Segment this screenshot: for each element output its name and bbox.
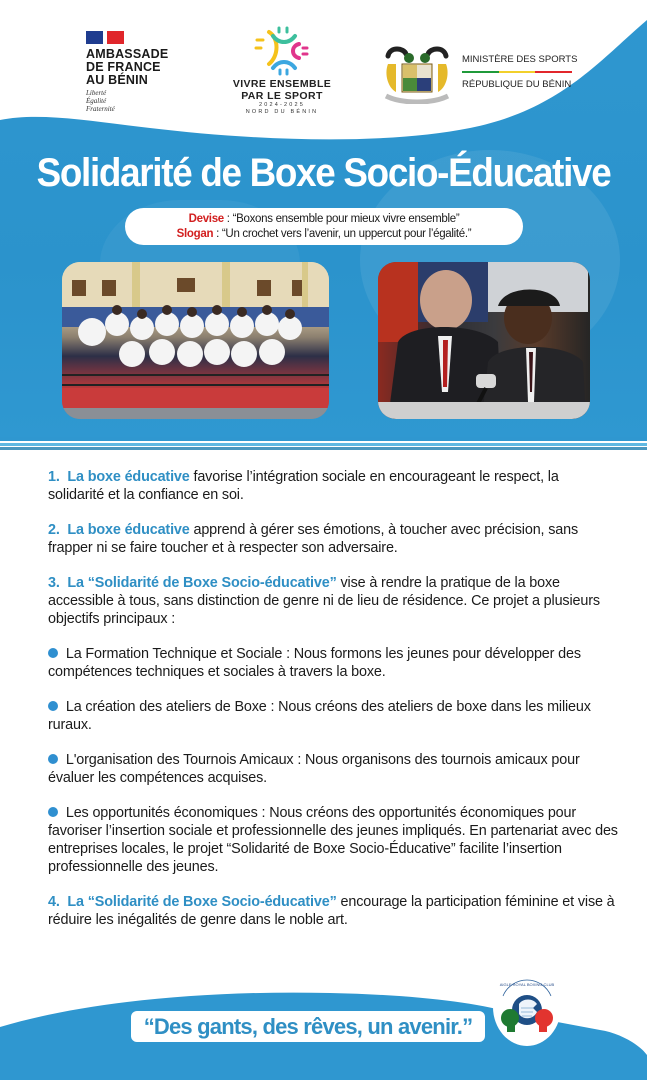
section-divider: [0, 437, 647, 451]
numbered-item: [48, 521, 618, 557]
french-flag-marianne-icon: [86, 31, 124, 44]
bullet-dot-icon: [48, 701, 58, 711]
smiling-faces-icon: [247, 26, 317, 76]
vivre-ensemble-logo: [222, 26, 342, 116]
item-number: 2.: [48, 522, 60, 538]
bullet-item: [48, 698, 618, 734]
page-title: Solidarité de Boxe Socio-Éducative: [36, 151, 611, 195]
youth-boxers-in-ring-photo: [62, 262, 329, 419]
slogan-text: : “Un crochet vers l’avenir, un uppercut pour l’égalité.”: [213, 228, 472, 240]
bullet-item: [48, 804, 618, 876]
item-highlight: La boxe éducative: [67, 522, 190, 538]
svg-text:AIGLE ROYAL BOXING CLUB: AIGLE ROYAL BOXING CLUB: [499, 982, 555, 987]
partner-logos: [0, 0, 647, 140]
france-embassy-logo: [86, 31, 186, 113]
bullet-text: La création des ateliers de Boxe : Nous créons des ateliers de boxe dans les milieux ruraux.: [48, 699, 591, 733]
item-text: vise à rendre la pratique de la boxe accessible à tous, sans distinction de genre ni de lieu de résidence. Ce projet a plusieurs objectifs principaux :: [48, 575, 600, 627]
item-number: 3.: [48, 575, 60, 591]
devise-label: Devise: [188, 213, 224, 225]
benin-coat-of-arms-icon: [382, 44, 452, 104]
photo-illustration: [62, 262, 329, 419]
bullet-text: La Formation Technique et Sociale : Nous formons les jeunes pour développer des compétences techniques et sociales à travers la boxe.: [48, 646, 581, 680]
photo-illustration: [378, 262, 590, 419]
footer-quote: “Des gants, des rêves, un avenir.”: [131, 1011, 485, 1042]
numbered-item: [48, 893, 618, 929]
bullet-text: L'organisation des Tournois Amicaux : Nous organisons des tournois amicaux pour évaluer les compétences acquises.: [48, 752, 580, 786]
devise-text: : “Boxons ensemble pour mieux vivre ensemble”: [223, 213, 460, 225]
bullet-dot-icon: [48, 754, 58, 764]
club-logo: [493, 968, 561, 1046]
bullet-dot-icon: [48, 648, 58, 658]
numbered-item: [48, 574, 618, 628]
vivre-ensemble-years: 2024-2025: [258, 102, 306, 108]
devise-line: [125, 212, 523, 227]
bullet-item: [48, 645, 618, 681]
slogan-line: [125, 227, 523, 242]
vivre-ensemble-region: NORD DU BÉNIN: [245, 109, 319, 115]
item-highlight: La boxe éducative: [67, 469, 190, 485]
vivre-ensemble-title: VIVRE ENSEMBLE PAR LE SPORT: [232, 78, 332, 102]
slogan-label: Slogan: [176, 228, 214, 240]
item-text: encourage la participation féminine et vise à réduire les inégalités de genre dans le noble art.: [48, 894, 615, 928]
bullet-dot-icon: [48, 807, 58, 817]
bullet-text: Les opportunités économiques : Nous créons des opportunités économiques pour favoriser l’insertion sociale et professionnelle des jeunes impliqués. En partenariat avec des entreprises locales, le projet “Solidarité de Boxe Socio-Éducative” facilite l’insertion professionnelle des jeunes.: [48, 805, 618, 875]
bullet-item: [48, 751, 618, 787]
content-body: [48, 468, 618, 946]
item-number: 4.: [48, 894, 60, 910]
benin-flag-stripe: [462, 71, 572, 73]
ministry-of-sports-logo: [382, 44, 582, 104]
ministry-name: MINISTÈRE DES SPORTS: [462, 54, 578, 65]
country-name: RÉPUBLIQUE DU BÉNIN: [462, 79, 572, 90]
ministry-text: [462, 54, 577, 90]
item-highlight: La “Solidarité de Boxe Socio-éducative”: [67, 894, 337, 910]
eagle-boxing-gloves-icon: [493, 968, 561, 1046]
officials-press-conference-photo: [378, 262, 590, 419]
motto-box: [125, 208, 523, 245]
numbered-item: [48, 468, 618, 504]
item-text: apprend à gérer ses émotions, à toucher avec précision, sans frapper ni se faire toucher et à respecter son adversaire.: [48, 522, 579, 556]
item-text: favorise l’intégration sociale en encourageant le respect, la solidarité et la confiance en soi.: [48, 469, 559, 503]
embassy-name: AMBASSADE DE FRANCE AU BÉNIN: [86, 47, 169, 87]
item-highlight: La “Solidarité de Boxe Socio-éducative”: [67, 575, 337, 591]
republic-motto: Liberté Égalité Fraternité: [86, 89, 115, 113]
item-number: 1.: [48, 469, 60, 485]
